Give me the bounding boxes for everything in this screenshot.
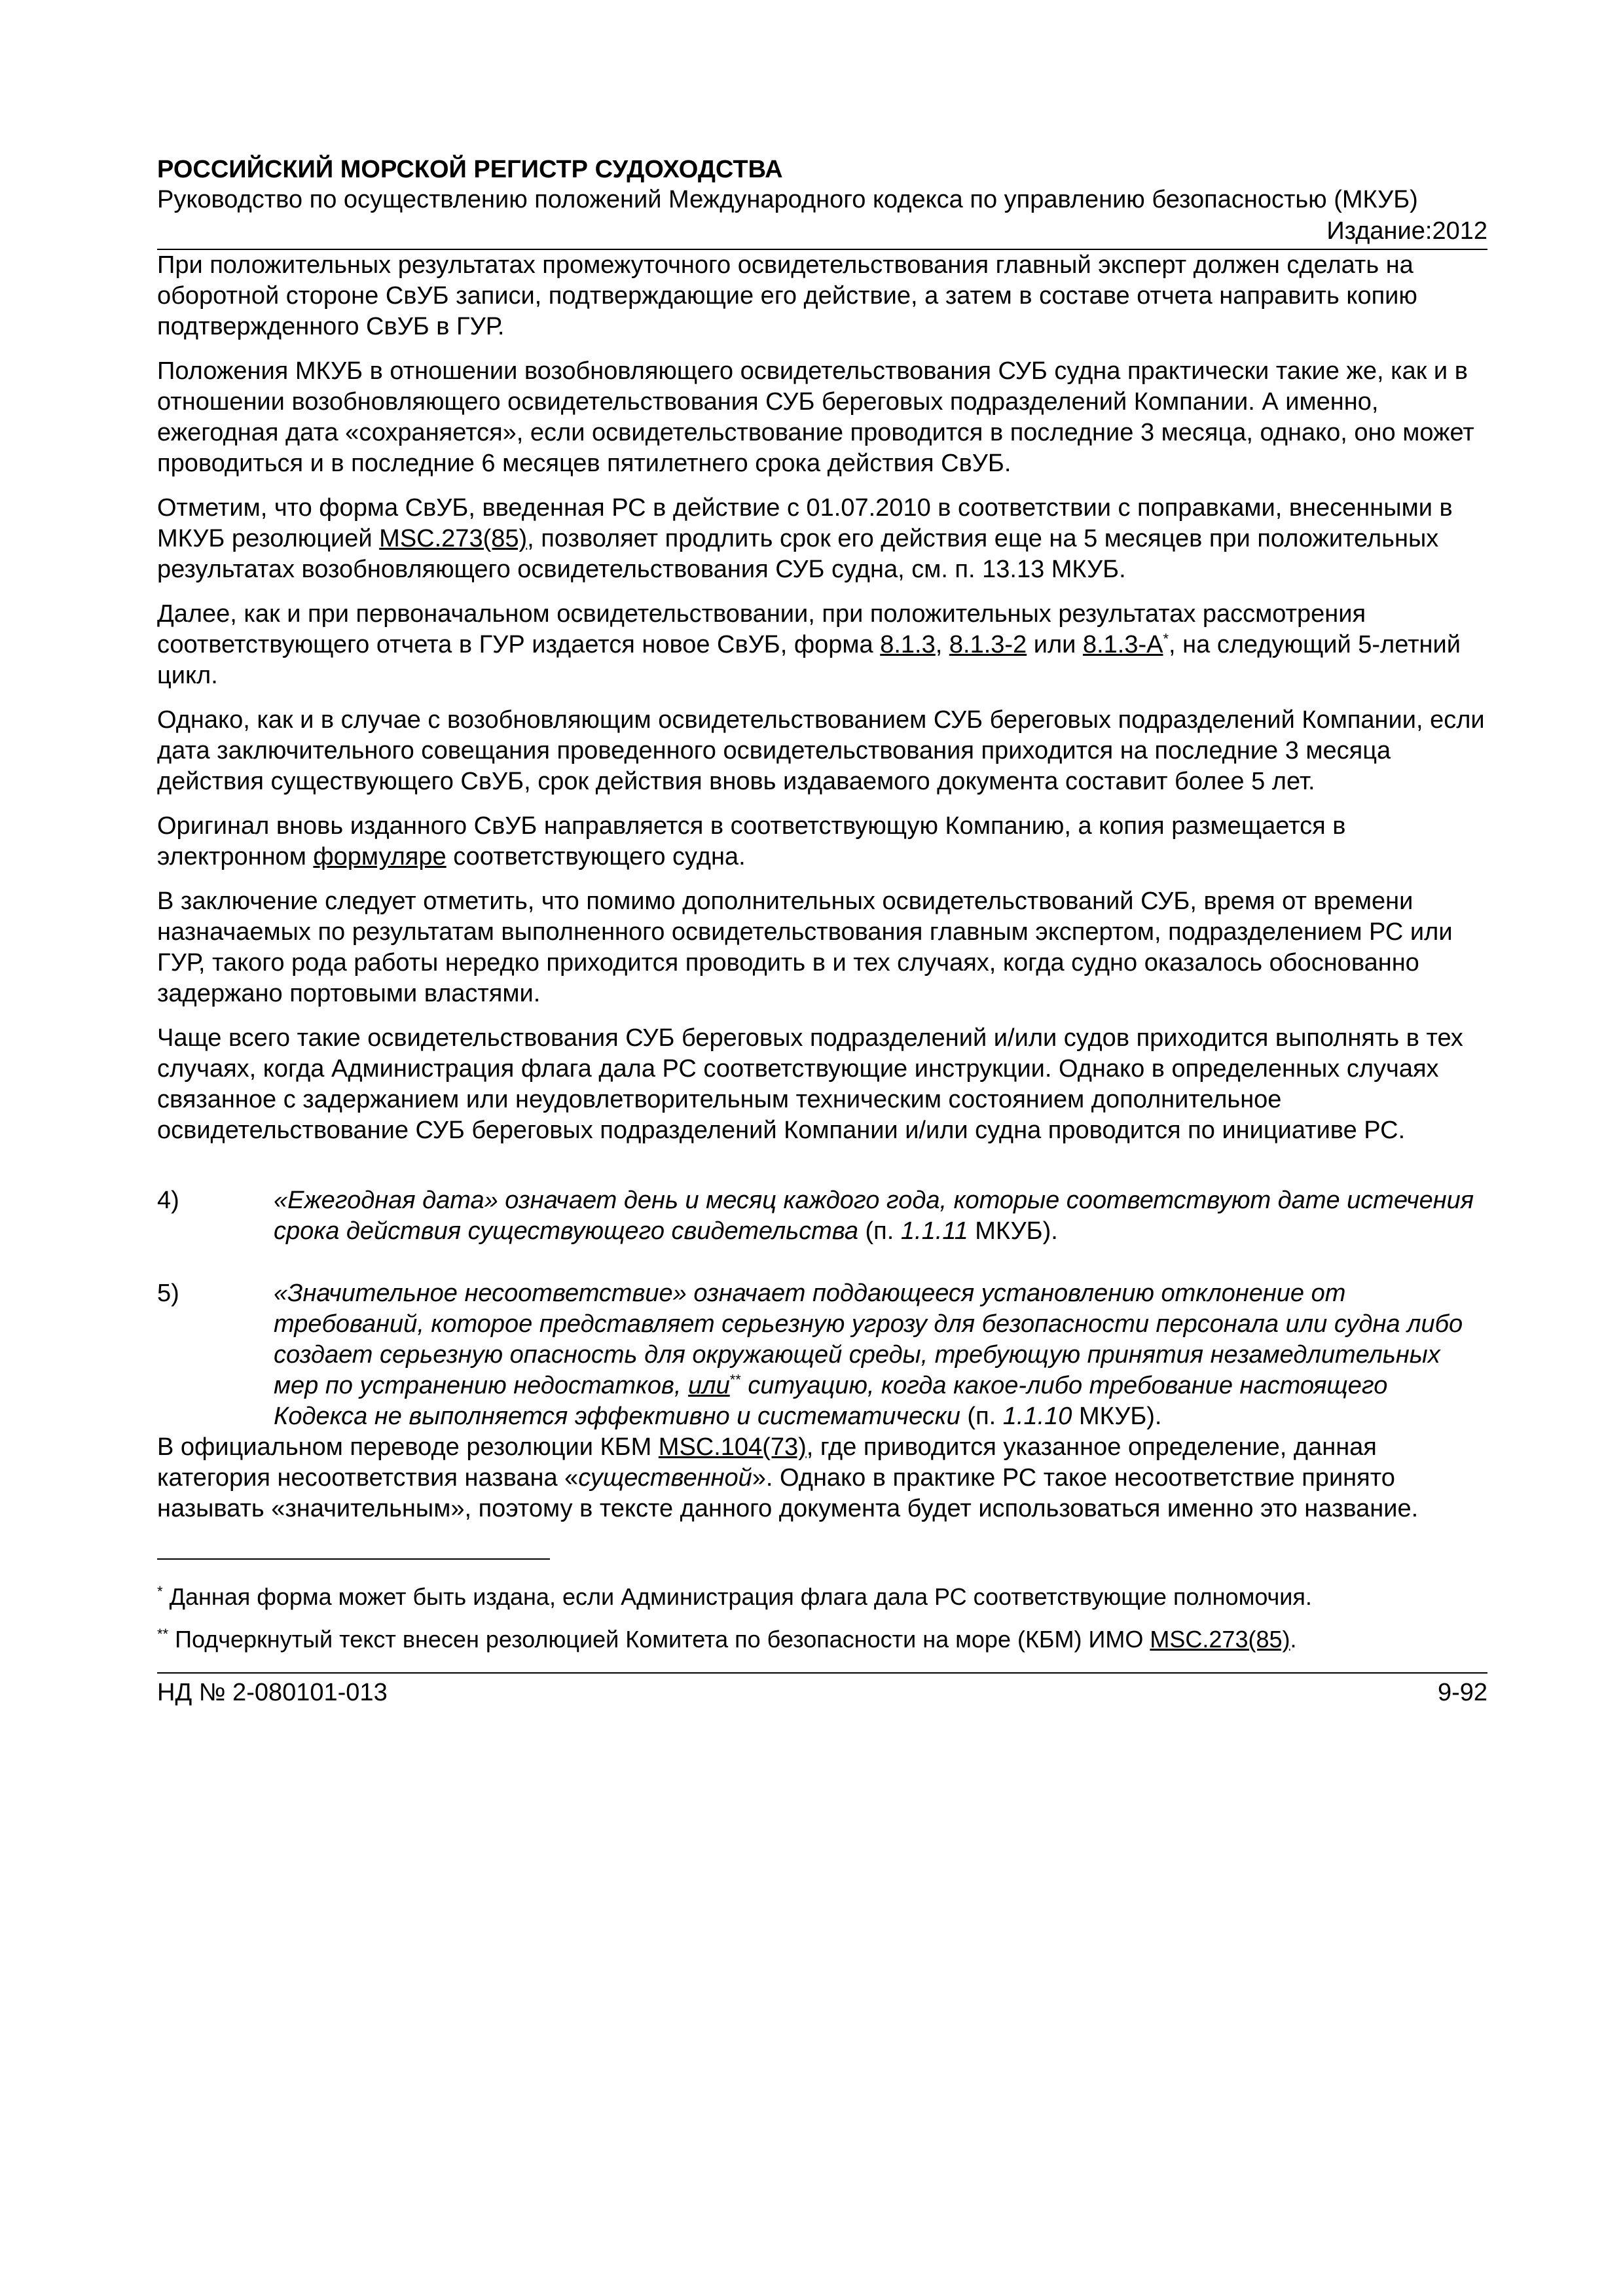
footnote-marker: ** <box>157 1626 169 1642</box>
footnote-text: Подчеркнутый текст внесен резолюцией Комитета по безопасности на море (КБМ) ИМО <box>168 1626 1150 1653</box>
form-link[interactable]: 8.1.3-2 <box>949 631 1027 658</box>
paragraph <box>157 811 1487 872</box>
document-page <box>157 154 1487 1708</box>
definition-item <box>157 1278 1487 1432</box>
footnote <box>157 1582 1487 1611</box>
text: (п. <box>960 1403 1003 1430</box>
text: ситуацию, когда какое-либо требование настоящего Кодекса не выполняется эффективно и систематически <box>274 1372 1388 1430</box>
text: существенной <box>578 1464 752 1492</box>
text: или <box>1027 631 1083 658</box>
text: , на следующий 5-летний цикл. <box>157 631 1461 689</box>
definition-number: 4) <box>157 1187 179 1214</box>
definition-number: 5) <box>157 1280 179 1307</box>
resolution-link[interactable]: MSC.273(85) <box>379 525 528 552</box>
paragraph <box>157 599 1487 691</box>
text: , <box>935 631 949 658</box>
main-text <box>157 250 1487 1146</box>
text: Оригинал вновь изданного СвУБ направляется в соответствующую Компанию, а копия размещается в электронном <box>157 812 1346 870</box>
paragraph: При положительных результатах промежуточного освидетельствования главный эксперт должен сделать на оборотной стороне СвУБ записи, подтверждающие его действие, а затем в составе отчета направить копию подтвержденного СвУБ в ГУР. <box>157 251 1417 340</box>
paragraph <box>157 493 1487 585</box>
text: Далее, как и при первоначальном освидетельствовании, при положительных результатах рассмотрения соответствующего отчета в ГУР издается новое СвУБ, форма <box>157 600 1366 658</box>
footnote-marker: ** <box>729 1371 741 1388</box>
document-subtitle: Руководство по осуществлению положений Международного кодекса по управлению безопасностью (МКУБ) <box>157 186 1418 213</box>
form-link[interactable]: 8.1.3-А <box>1082 631 1163 658</box>
footnote-marker: * <box>157 1583 163 1600</box>
paragraph <box>157 1432 1487 1524</box>
underlined-text: или <box>688 1372 730 1399</box>
resolution-link[interactable]: MSC.104(73) <box>658 1433 807 1461</box>
text: 1.1.10 <box>1002 1403 1072 1430</box>
definition-text <box>274 1185 1487 1247</box>
paragraph: Положения МКУБ в отношении возобновляющего освидетельствования СУБ судна практически такие же, как и в отношении возобновляющего освидетельствования СУБ береговых подразделений Компании. А именно, ежегодная дата «сохраняется», если освидетельствование проводится в последние 3 месяца, однако, оно может проводиться и в последние 6 месяцев пятилетнего срока действия СвУБ. <box>157 357 1474 477</box>
translation-note <box>157 1432 1487 1524</box>
footnote-marker: * <box>1163 630 1169 647</box>
text: МКУБ). <box>1072 1403 1162 1430</box>
text: , позволяет продлить срок его действия еще на 5 месяцев при положительных результатах возобновляющего освидетельствования СУБ судна, см. п. 13.13 МКУБ. <box>157 525 1439 583</box>
text: . <box>1290 1626 1297 1653</box>
text: Отметим, что форма СвУБ, введенная РС в действие с 01.07.2010 в соответствии с поправками, внесенными в МКУБ резолюцией <box>157 494 1453 552</box>
footnote <box>157 1624 1487 1654</box>
definition-item <box>157 1185 1487 1247</box>
organization-title: РОССИЙСКИЙ МОРСКОЙ РЕГИСТР СУДОХОДСТВА <box>157 156 783 183</box>
footnote-text: Данная форма может быть издана, если Администрация флага дала РС соответствующие полномочия. <box>162 1583 1312 1610</box>
page-footer <box>157 1677 1487 1708</box>
text: МКУБ). <box>968 1217 1058 1245</box>
footnote-divider <box>157 1558 550 1560</box>
paragraph: Однако, как и в случае с возобновляющим освидетельствованием СУБ береговых подразделений Компании, если дата заключительного совещания проведенного освидетельствования приходится на последние 3 месяца действия существующего СвУБ, срок действия вновь издаваемого документа составит более 5 лет. <box>157 706 1485 795</box>
definition-text <box>274 1278 1487 1432</box>
footer-divider <box>157 1672 1487 1674</box>
text: (п. <box>858 1217 901 1245</box>
text: В официальном переводе резолюции КБМ <box>157 1433 659 1461</box>
page-number: 9-92 <box>1437 1679 1487 1706</box>
text: «Значительное <box>274 1280 465 1307</box>
text: «Ежегодная дата» означает день и месяц каждого года, которые соответствуют дате истечения срока действия существующего свидетельства <box>274 1187 1474 1245</box>
text: , где приводится указанное определение, данная категория несоответствия названа « <box>157 1433 1377 1492</box>
text: ». Однако в практике РС такое несоответствие принято называть «значительным», поэтому в тексте данного документа будет использоваться именно это название. <box>157 1464 1419 1522</box>
paragraph: В заключение следует отметить, что помимо дополнительных освидетельствований СУБ, время от времени назначаемых по результатам выполненного освидетельствования главным экспертом, подразделением РС или ГУР, такого рода работы нередко приходится проводить в и тех случаях, когда судно оказалось обоснованно задержано портовыми властями. <box>157 888 1453 1007</box>
form-link[interactable]: 8.1.3 <box>880 631 936 658</box>
paragraph: Чаще всего такие освидетельствования СУБ береговых подразделений и/или судов приходится выполнять в тех случаях, когда Администрация флага дала РС соответствующие инструкции. Однако в определенных случаях связанное с задержанием или неудовлетворительным техническим состоянием дополнительное освидетельствование СУБ береговых подразделений Компании и/или судна проводится по инициативе РС. <box>157 1024 1463 1144</box>
document-number: НД № 2-080101-013 <box>157 1679 388 1706</box>
text: соответствующего судна. <box>446 843 746 870</box>
logbook-link[interactable]: формуляре <box>313 843 447 870</box>
edition-label: Издание:2012 <box>1326 217 1487 245</box>
text: 1.1.11 <box>900 1217 968 1245</box>
page-header <box>157 154 1487 250</box>
resolution-link[interactable]: MSC.273(85) <box>1150 1626 1290 1653</box>
text: несоответствие» означает поддающееся установлению отклонение от требований, которое представляет серьезную угрозу для безопасности персонала или судна либо создает серьезную опасность для окружающей среды, требующую принятия незамедлительных мер по устранению недостатков, <box>274 1280 1463 1399</box>
